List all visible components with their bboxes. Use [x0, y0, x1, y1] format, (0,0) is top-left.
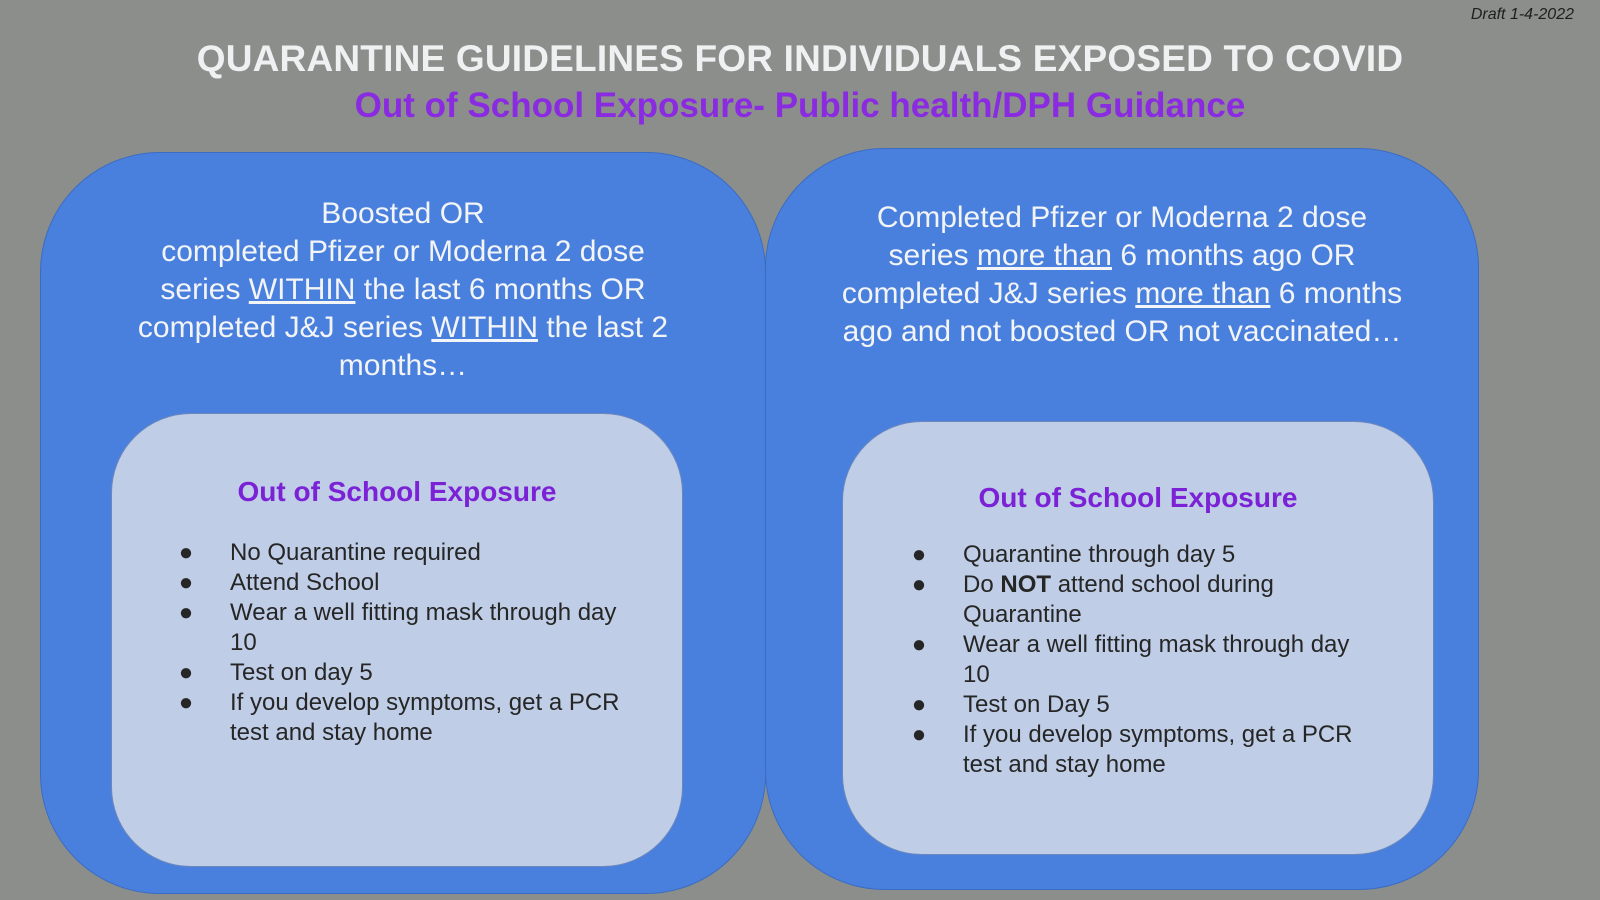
bullet-icon: ● [911, 721, 927, 748]
bullet-icon: ● [911, 571, 927, 598]
bullet-icon: ● [911, 631, 927, 658]
list-item: ● Test on day 5 [176, 658, 636, 688]
list-item: ● If you develop symptoms, get a PCR test and stay home [909, 720, 1369, 780]
bullet-icon: ● [178, 689, 194, 716]
page-title: QUARANTINE GUIDELINES FOR INDIVIDUALS EXPOSED TO COVID [196, 38, 1404, 79]
panel-title: Out of School Exposure [237, 476, 557, 507]
bullet-icon: ● [178, 599, 194, 626]
underlined-more-than: more than [976, 239, 1112, 272]
criteria-line: completed J&J series more than 6 months [841, 277, 1403, 310]
criteria-line: ago and not boosted OR not vaccinated… [842, 315, 1402, 348]
criteria-line: completed J&J series WITHIN the last 2 [137, 311, 669, 344]
list-item: ● Quarantine through day 5 [909, 540, 1369, 570]
criteria-line: completed Pfizer or Moderna 2 dose [161, 235, 645, 268]
criteria-line: series more than 6 months ago OR [888, 239, 1356, 272]
criteria-line: Boosted OR [321, 197, 485, 230]
list-item: ● Do NOT attend school during Quarantine [909, 570, 1369, 630]
criteria-line: months… [338, 349, 468, 382]
list-item: ● Test on Day 5 [909, 690, 1369, 720]
underlined-within: WITHIN [248, 273, 356, 306]
panel-title: Out of School Exposure [978, 482, 1298, 513]
list-item: ● Attend School [176, 568, 636, 598]
list-item: ● Wear a well fitting mask through day 10 [176, 598, 636, 658]
bullet-icon: ● [178, 539, 194, 566]
list-item: ● Wear a well fitting mask through day 10 [909, 630, 1369, 690]
bullet-icon: ● [178, 569, 194, 596]
list-item: ● No Quarantine required [176, 538, 636, 568]
boosted-guidance-panel [111, 413, 683, 867]
criteria-line: series WITHIN the last 6 months OR [160, 273, 646, 306]
criteria-line: Completed Pfizer or Moderna 2 dose [876, 201, 1368, 234]
underlined-more-than: more than [1135, 277, 1271, 310]
not-boosted-criteria-text [766, 199, 1478, 351]
bullet-icon: ● [911, 541, 927, 568]
boosted-criteria-text [41, 195, 765, 385]
guidance-list [909, 540, 1369, 780]
not-boosted-guidance-panel [842, 421, 1434, 855]
bullet-icon: ● [911, 691, 927, 718]
emphasis-not: NOT [1000, 571, 1052, 598]
guidance-list [176, 538, 636, 748]
underlined-within: WITHIN [431, 311, 538, 344]
page-subtitle: Out of School Exposure- Public health/DPH Guidance [354, 86, 1246, 125]
draft-date-label: Draft 1-4-2022 [1470, 6, 1574, 23]
not-boosted-exposure-card [765, 148, 1479, 890]
list-item: ● If you develop symptoms, get a PCR test and stay home [176, 688, 636, 748]
bullet-icon: ● [178, 659, 194, 686]
boosted-exposure-card [40, 152, 766, 894]
